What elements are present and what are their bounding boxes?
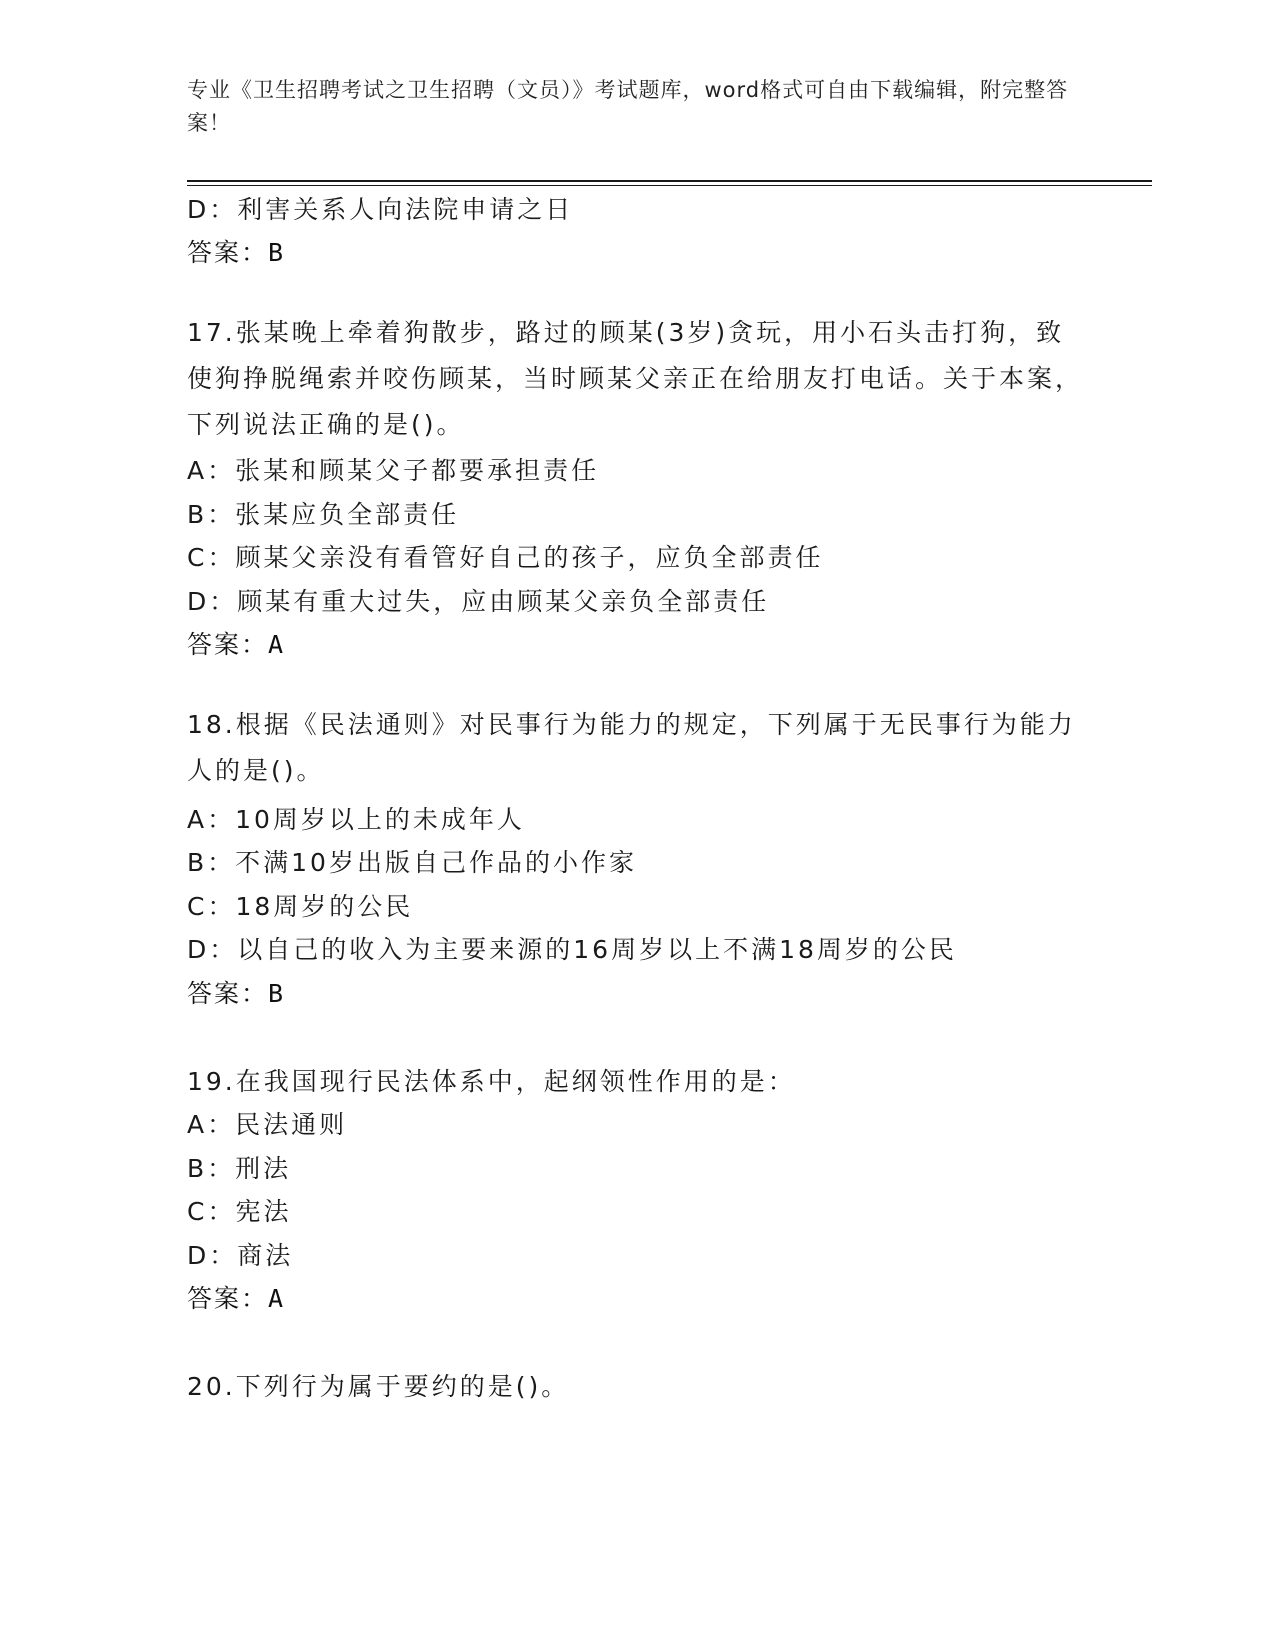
answer-value: B (268, 238, 286, 267)
question-17-option-a: A：张某和顾某父子都要承担责任 (187, 456, 600, 485)
question-17-option-b: B：张某应负全部责任 (187, 500, 460, 529)
answer-value: A (268, 1284, 286, 1313)
question-18-option-d: D：以自己的收入为主要来源的16周岁以上不满18周岁的公民 (187, 935, 957, 964)
question-19-option-b: B：刑法 (187, 1154, 292, 1183)
question-18-stem: 18.根据《民法通则》对民事行为能力的规定，下列属于无民事行为能力人的是()。 (187, 710, 1076, 785)
prev-answer (187, 233, 285, 269)
question-19-stem: 19.在我国现行民法体系中，起纲领性作用的是： (187, 1067, 796, 1096)
question-18-answer (187, 974, 285, 1010)
answer-label: 答案： (187, 979, 269, 1008)
prev-option-d: D：利害关系人向法院申请之日 (187, 195, 574, 224)
answer-label: 答案： (187, 630, 269, 659)
question-18-option-b: B：不满10岁出版自己作品的小作家 (187, 848, 637, 877)
header-divider-thick (187, 180, 1152, 182)
question-19-answer (187, 1279, 285, 1315)
question-18-option-c: C：18周岁的公民 (187, 892, 414, 921)
answer-label: 答案： (187, 238, 269, 267)
question-19-option-d: D：商法 (187, 1241, 294, 1270)
answer-label: 答案： (187, 1284, 269, 1313)
question-17-option-c: C：顾某父亲没有看管好自己的孩子，应负全部责任 (187, 543, 824, 572)
header-divider-thin (187, 185, 1152, 186)
question-20-stem: 20.下列行为属于要约的是()。 (187, 1372, 570, 1401)
question-19-option-c: C：宪法 (187, 1197, 292, 1226)
question-18-option-a: A：10周岁以上的未成年人 (187, 805, 525, 834)
answer-value: B (268, 979, 286, 1008)
question-17-stem: 17.张某晚上牵着狗散步，路过的顾某(3岁)贪玩，用小石头击打狗，致使狗挣脱绳索并咬伤顾某，当时顾某父亲正在给朋友打电话。关于本案，下列说法正确的是()。 (187, 318, 1084, 439)
question-17-option-d: D：顾某有重大过失，应由顾某父亲负全部责任 (187, 587, 770, 616)
answer-value: A (268, 630, 286, 659)
document-header: 专业《卫生招聘考试之卫生招聘（文员）》考试题库，word格式可自由下载编辑，附完整答案！ (187, 78, 1069, 135)
question-19-option-a: A：民法通则 (187, 1110, 348, 1139)
question-17-answer (187, 625, 285, 661)
